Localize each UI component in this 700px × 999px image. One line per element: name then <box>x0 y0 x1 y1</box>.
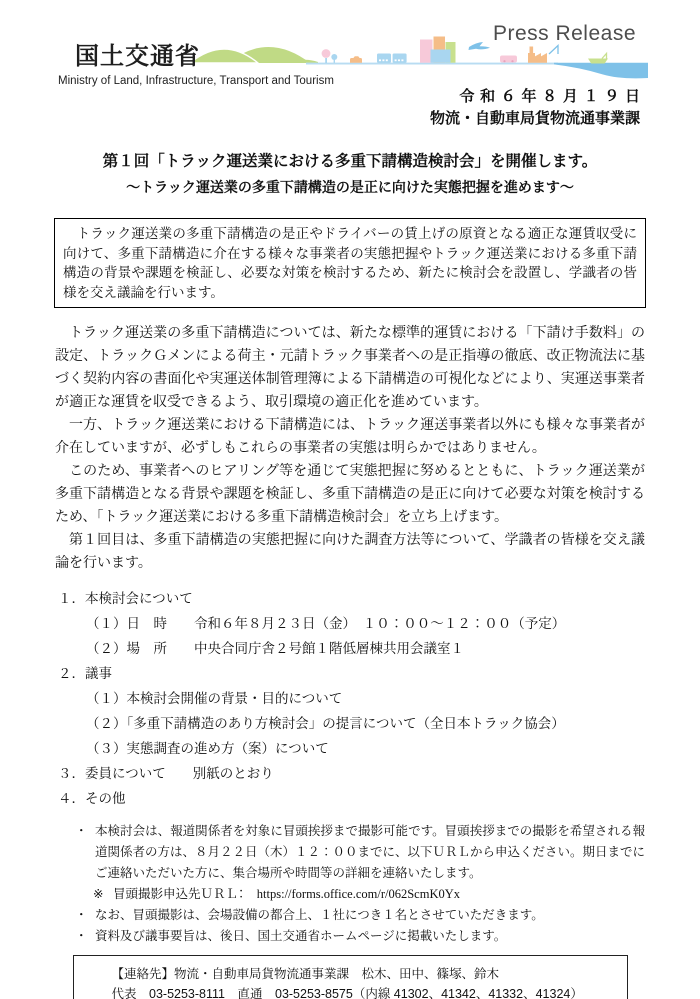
body-paragraph: 一方、トラック運送業における下請構造には、トラック運送事業者以外にも様々な事業者が介在していますが、必ずしもこれらの事業者の実態は明らかではありません。 <box>55 416 645 455</box>
note-url-line <box>113 884 645 905</box>
water-icon <box>554 63 648 79</box>
body-text <box>55 321 645 574</box>
contact-box <box>73 955 628 999</box>
bullet-icon: ・ <box>75 824 88 838</box>
page-subtitle: ～トラック運送業の多重下請構造の是正に向けた実態把握を進めます～ <box>126 179 574 195</box>
ministry-name-ja: 国土交通省 <box>75 43 200 70</box>
body-paragraph: このため、事業者へのヒアリング等を通じて実態把握に努めるとともに、トラック運送業が多重下請構造となる背景や課題を検証し、多重下請構造の是正に向けて必要な対策を検討するため、「トラック運送業における多重下請構造検討会」を立ち上げます。 <box>55 462 645 524</box>
agenda-section <box>58 586 660 811</box>
agenda-item-topic2: （２）「多重下請構造のあり方検討会」の提言について（全日本トラック協会） <box>86 716 565 731</box>
agenda-item-place: （２）場 所 中央合同庁舎２号館１階低層棟共用会議室１ <box>86 641 464 656</box>
press-release-label: Press Release <box>492 22 636 45</box>
header <box>0 0 700 132</box>
agenda-item-topic3: （３）実態調査の進め方（案）について <box>86 741 329 756</box>
bullet-icon: ・ <box>75 929 88 943</box>
page-title: 第１回「トラック運送業における多重下請構造検討会」を開催します。 <box>102 153 598 170</box>
agenda-heading-other: ４．その他 <box>58 791 126 806</box>
factory-icon <box>528 46 558 63</box>
bus-icon <box>500 56 517 63</box>
agenda-heading-members: ３．委員について 別紙のとおり <box>58 766 274 781</box>
note-text: 本検討会は、報道関係者を対象に冒頭挨拶まで撮影可能です。冒頭挨拶までの撮影を希望される報道関係者の方は、８月２２日（木）１２：００までに、以下ＵＲＬから申込ください。期日までにご連絡いただいた方に、集合場所や時間等の詳細を連絡いたします。 <box>95 824 646 880</box>
ministry-logo <box>58 36 358 87</box>
department-name: 物流・自動車局貨物流通事業課 <box>429 110 640 127</box>
notes-section <box>75 821 645 947</box>
agenda-heading-about: １．本検討会について <box>58 591 193 606</box>
body-paragraph: トラック運送業の多重下請構造については、新たな標準的運賃における「下請け手数料」の設定、トラックＧメンによる荷主・元請トラック事業者への是正指導の徹底、改正物流法に基づく契約内容の書面化や実運送体制管理簿による下請構造の可視化などにより、実運送事業者が適正な運賃を収受できるよう、取引環境の適正化を進めています。 <box>55 324 645 409</box>
agenda-item-datetime: （１）日 時 令和６年８月２３日（金） １０：００～１２：００（予定） <box>86 616 566 631</box>
note-item <box>75 821 645 884</box>
reference-mark-icon: ※ <box>93 887 104 901</box>
bullet-icon: ・ <box>75 908 88 922</box>
note-text: 資料及び議事要旨は、後日、国土交通省ホームページに掲載いたします。 <box>95 929 507 943</box>
airplane-icon <box>469 42 491 50</box>
contact-line-department: 【連絡先】物流・自動車局貨物流通事業課 松木、田中、篠塚、鈴木 <box>111 967 500 981</box>
application-url: https://forms.office.com/r/062ScmK0Yx <box>256 887 460 901</box>
ship-icon <box>588 54 608 64</box>
body-paragraph: 第１回目は、多重下請構造の実態把握に向けた調査方法等について、学識者の皆様を交え議論を行います。 <box>55 531 645 570</box>
buildings-icon <box>420 37 456 63</box>
note-item <box>75 926 645 947</box>
note-text: なお、冒頭撮影は、会場設備の都合上、１社につき１名とさせていただきます。 <box>95 908 544 922</box>
agenda-heading-topics: ２．議事 <box>58 666 112 681</box>
summary-box <box>54 218 646 308</box>
contact-line-phone: 代表 03-5253-8111 直通 03-5253-8575（内線 41302、41342、41332、41324） <box>111 987 583 999</box>
note-item-url <box>93 884 645 905</box>
note-url-label: 冒頭撮影申込先ＵＲＬ： <box>113 887 245 901</box>
agenda-item-topic1: （１）本検討会開催の背景・目的について <box>86 691 343 706</box>
date-block <box>429 86 646 130</box>
train-icon <box>377 54 407 63</box>
summary-text: トラック運送業の多重下請構造の是正やドライバーの賃上げの原資となる適正な運賃収受に向けて、多重下請構造に介在する様々な事業者の実態把握やトラック運送業における多重下請構造の背景や課題を検証し、必要な対策を検討するため、新たに検討会を設置し、学識者の皆様を交え議論を行います。 <box>63 226 637 300</box>
release-date: 令和６年８月１９日 <box>459 88 646 105</box>
ministry-name-en: Ministry of Land, Infrastructure, Transport and Tourism <box>58 75 334 87</box>
note-item <box>75 905 645 926</box>
